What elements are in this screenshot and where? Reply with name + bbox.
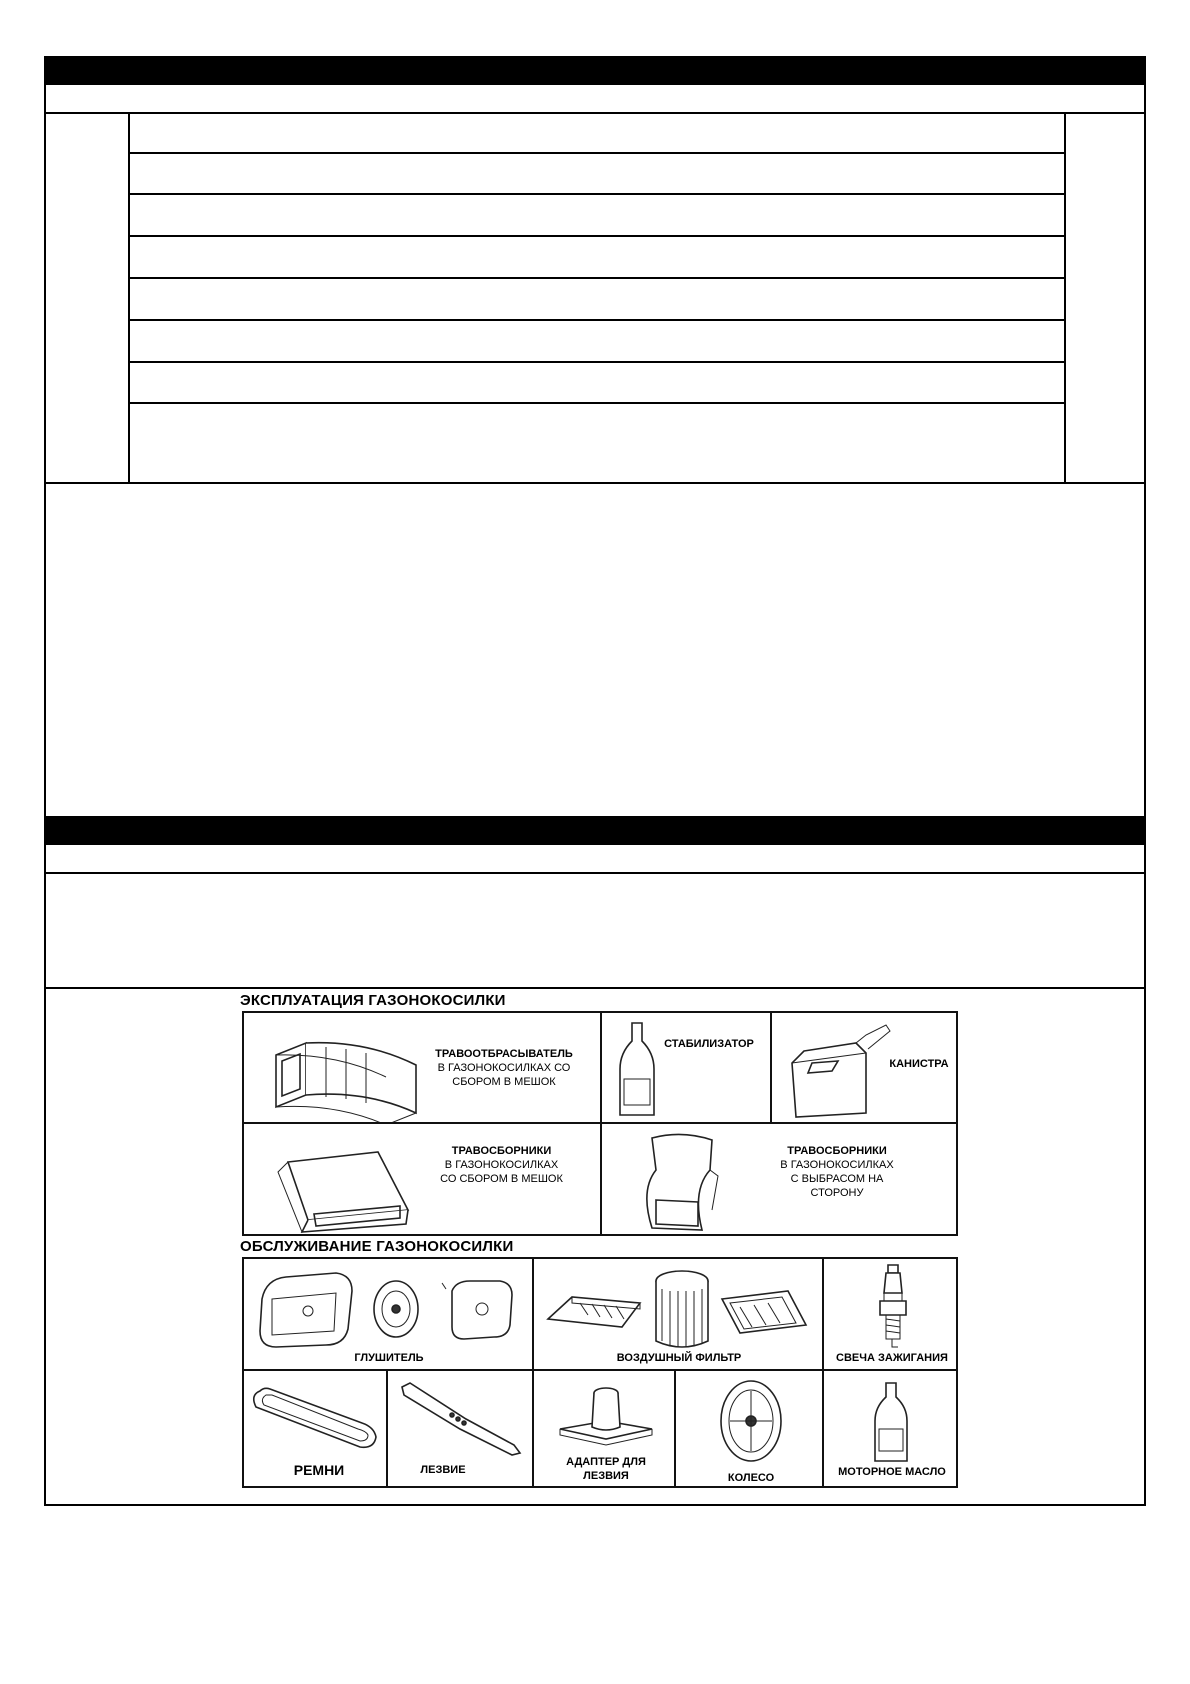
belts-icon (250, 1383, 380, 1453)
cell-spark-plug (822, 1257, 958, 1371)
cell-stabilizer (600, 1011, 772, 1124)
inner-row-line (130, 193, 1064, 195)
spark-plug-icon (868, 1263, 918, 1353)
maintenance-title: ОБСЛУЖИВАНИЕ ГАЗОНОКОСИЛКИ (240, 1238, 514, 1255)
blade-adapter-label (544, 1455, 668, 1483)
spark-plug-label: СВЕЧА ЗАЖИГАНИЯ (836, 1352, 948, 1364)
inner-row-line (130, 402, 1064, 404)
cell-muffler (242, 1257, 534, 1371)
cell-air-filter (532, 1257, 824, 1371)
discharge-chute-label (414, 1047, 594, 1089)
label-line: СО СБОРОМ В МЕШОК (440, 1173, 563, 1185)
label-line: АДАПТЕР ДЛЯ (566, 1456, 646, 1468)
cell-canister (770, 1011, 958, 1124)
table-hline (44, 987, 1146, 989)
air-filter-icon (544, 1267, 814, 1347)
cell-wheel (674, 1369, 824, 1488)
motor-oil-bottle-icon (869, 1379, 915, 1464)
stabilizer-label: СТАБИЛИЗАТОР (664, 1038, 754, 1050)
cell-motor-oil (822, 1369, 958, 1488)
air-filter-label: ВОЗДУШНЫЙ ФИЛЬТР (616, 1352, 742, 1364)
parts-illustration (238, 990, 958, 1500)
muffler-label: ГЛУШИТЕЛЬ (354, 1352, 424, 1364)
label-line: ТРАВОСБОРНИКИ (451, 1145, 552, 1157)
label-line: В ГАЗОНОКОСИЛКАХ СО (437, 1062, 571, 1074)
canister-label: КАНИСТРА (889, 1058, 949, 1070)
motor-oil-label: МОТОРНОЕ МАСЛО (838, 1466, 946, 1478)
operation-title: ЭКСПЛУАТАЦИЯ ГАЗОНОКОСИЛКИ (240, 992, 506, 1009)
wheel-icon (716, 1377, 786, 1467)
label-line: ЛЕЗВИЯ (583, 1470, 629, 1482)
section-header-bar-2 (45, 816, 1146, 845)
grass-bag-rear-label (414, 1144, 589, 1186)
table-hline (44, 482, 1146, 484)
inner-row-line (130, 235, 1064, 237)
muffler-icon (256, 1269, 526, 1349)
blade-adapter-icon (556, 1381, 656, 1451)
cell-grass-bag-rear (242, 1122, 602, 1236)
inner-table (128, 113, 1066, 483)
cell-blade (386, 1369, 534, 1488)
inner-row-line (130, 361, 1064, 363)
table-hline (44, 872, 1146, 874)
table-left-border (44, 56, 46, 1506)
label-line: В ГАЗОНОКОСИЛКАХ (444, 1159, 559, 1171)
grass-bag-rear-icon (268, 1132, 418, 1232)
inner-row-line (130, 319, 1064, 321)
wheel-label: КОЛЕСО (727, 1472, 775, 1484)
label-line: С ВЫБРАСОМ НА (790, 1173, 884, 1185)
cell-belts (242, 1369, 388, 1488)
table-bottom-border (44, 1504, 1146, 1506)
cell-grass-bag-side (600, 1122, 958, 1236)
table-right-border (1144, 56, 1146, 1506)
cell-blade-adapter (532, 1369, 676, 1488)
label-line: СБОРОМ В МЕШОК (452, 1076, 556, 1088)
label-line: СТОРОНУ (810, 1187, 864, 1199)
label-line: В ГАЗОНОКОСИЛКАХ (780, 1159, 894, 1171)
grass-bag-side-icon (632, 1130, 732, 1235)
grass-bag-side-label (742, 1144, 932, 1200)
cell-discharge-chute (242, 1011, 602, 1124)
section-header-bar-1 (45, 56, 1146, 85)
label-line: ТРАВОСБОРНИКИ (787, 1145, 887, 1157)
canister-icon (786, 1021, 896, 1121)
inner-row-line (130, 277, 1064, 279)
inner-row-line (130, 152, 1064, 154)
blade-icon (396, 1379, 526, 1459)
label-line: ТРАВООТБРАСЫВАТЕЛЬ (435, 1048, 573, 1060)
stabilizer-bottle-icon (614, 1019, 664, 1119)
blade-label: ЛЕЗВИЕ (420, 1464, 466, 1476)
belts-label: РЕМНИ (293, 1462, 345, 1478)
